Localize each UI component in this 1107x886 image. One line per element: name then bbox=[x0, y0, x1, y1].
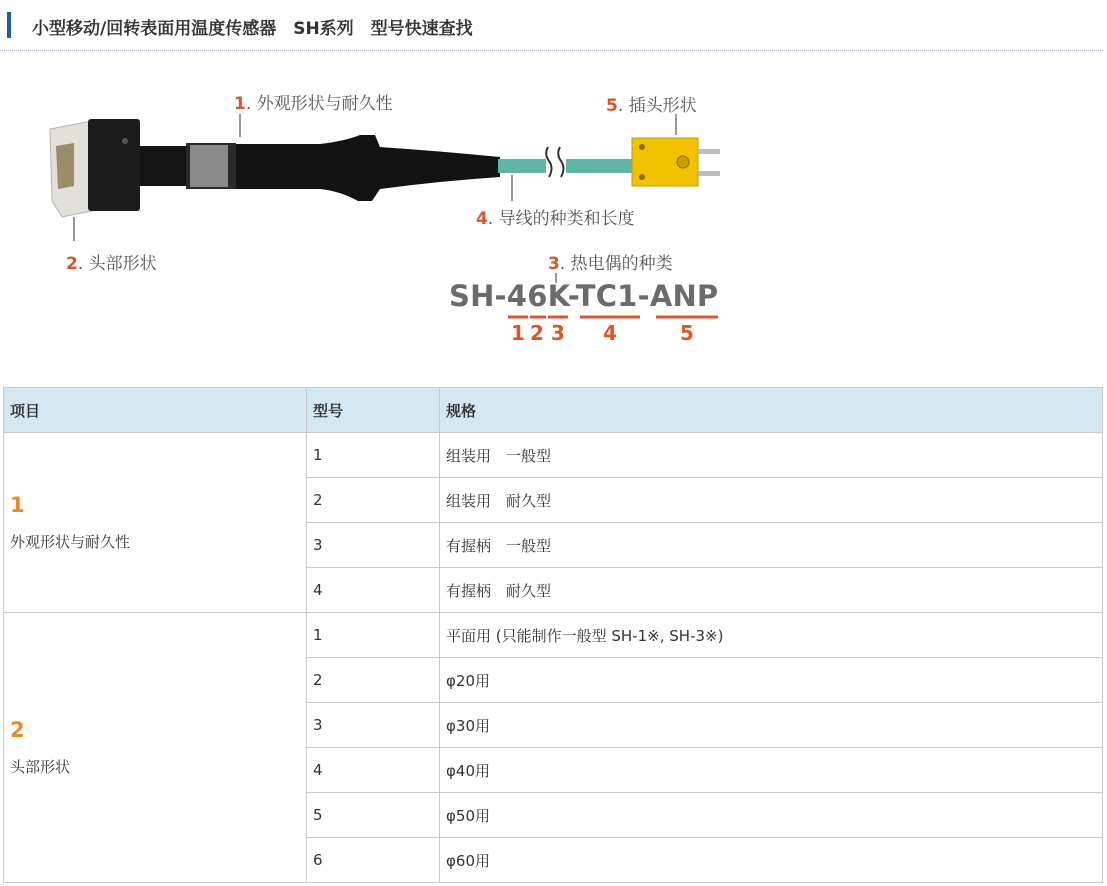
model-code bbox=[449, 279, 718, 313]
model-code-part-5: ANP bbox=[649, 279, 719, 313]
cable-break-mark-2 bbox=[558, 147, 563, 177]
model-code-dash-2: - bbox=[637, 279, 650, 313]
spec-cell: 有握柄 一般型 bbox=[440, 523, 1103, 568]
callout-num-5: 5 bbox=[606, 96, 618, 116]
model-cell: 4 bbox=[307, 568, 440, 613]
group-label-1: 外观形状与耐久性 bbox=[10, 533, 131, 551]
callout-4 bbox=[476, 204, 635, 229]
sensor-cable-left bbox=[498, 159, 546, 173]
code-index-5: 5 bbox=[680, 321, 694, 345]
model-cell: 3 bbox=[307, 523, 440, 568]
sensor-head-block bbox=[88, 119, 140, 211]
spec-cell: φ20用 bbox=[440, 658, 1103, 703]
connector-pin-1 bbox=[698, 149, 720, 154]
model-cell: 4 bbox=[307, 748, 440, 793]
model-cell: 1 bbox=[307, 613, 440, 658]
header-accent-bar bbox=[7, 12, 11, 38]
cable-break-mark-1 bbox=[546, 147, 551, 177]
connector-hole bbox=[677, 156, 689, 168]
connector-screw-1 bbox=[639, 144, 645, 150]
callout-text-2: . 头部形状 bbox=[77, 254, 157, 274]
sensor-label bbox=[190, 145, 228, 187]
spec-cell: 平面用 (只能制作一般型 SH-1※, SH-3※) bbox=[440, 613, 1103, 658]
model-cell: 3 bbox=[307, 703, 440, 748]
model-code-part-3: K bbox=[547, 279, 568, 313]
code-index-1: 1 bbox=[511, 321, 525, 345]
header-item: 项目 bbox=[4, 388, 307, 433]
table-row bbox=[4, 613, 1103, 658]
header-spec: 规格 bbox=[440, 388, 1103, 433]
callout-text-1: . 外观形状与耐久性 bbox=[245, 94, 393, 114]
callout-num-4: 4 bbox=[476, 209, 488, 229]
spec-cell: φ50用 bbox=[440, 793, 1103, 838]
sensor-head-face bbox=[56, 143, 74, 189]
model-code-part-1: 4 bbox=[506, 279, 528, 313]
model-code-prefix: SH- bbox=[449, 279, 507, 313]
page-title: 小型移动/回转表面用温度传感器 SH系列 型号快速查找 bbox=[32, 19, 473, 39]
model-cell: 2 bbox=[307, 658, 440, 703]
page-header bbox=[0, 0, 1103, 51]
callout-3 bbox=[548, 249, 673, 274]
sensor-cable-right bbox=[566, 159, 636, 173]
model-code-dash-1: - bbox=[567, 279, 576, 313]
connector-screw-2 bbox=[639, 174, 645, 180]
callout-num-3: 3 bbox=[548, 254, 560, 274]
connector-pin-2 bbox=[698, 171, 720, 176]
model-cell: 6 bbox=[307, 838, 440, 883]
callout-num-1: 1 bbox=[234, 94, 246, 114]
spec-cell: 组装用 一般型 bbox=[440, 433, 1103, 478]
group-cell-2 bbox=[4, 613, 307, 883]
callout-num-2: 2 bbox=[66, 254, 78, 274]
code-index-3: 3 bbox=[551, 321, 565, 345]
callout-2 bbox=[66, 249, 157, 274]
spec-cell: 有握柄 耐久型 bbox=[440, 568, 1103, 613]
spec-cell: φ40用 bbox=[440, 748, 1103, 793]
table-row bbox=[4, 433, 1103, 478]
model-code-part-2: 6 bbox=[527, 279, 548, 313]
callout-text-5: . 插头形状 bbox=[617, 96, 697, 116]
callout-text-3: . 热电偶的种类 bbox=[559, 254, 673, 274]
sensor-diagram bbox=[0, 51, 1107, 386]
spec-cell: 组装用 耐久型 bbox=[440, 478, 1103, 523]
sensor-handle bbox=[236, 135, 500, 201]
group-cell-1 bbox=[4, 433, 307, 613]
callout-5 bbox=[606, 91, 697, 116]
spec-cell: φ30用 bbox=[440, 703, 1103, 748]
spec-table bbox=[3, 387, 1103, 883]
header-model: 型号 bbox=[307, 388, 440, 433]
table-header-row bbox=[4, 388, 1103, 433]
code-index-4: 4 bbox=[603, 321, 617, 345]
code-index-2: 2 bbox=[530, 321, 544, 345]
group-num-1: 1 bbox=[10, 493, 25, 517]
model-code-part-4: TC1 bbox=[575, 279, 638, 313]
group-label-2: 头部形状 bbox=[10, 758, 71, 776]
model-cell: 1 bbox=[307, 433, 440, 478]
spec-cell: φ60用 bbox=[440, 838, 1103, 883]
callout-text-4: . 导线的种类和长度 bbox=[487, 209, 635, 229]
group-num-2: 2 bbox=[10, 718, 25, 742]
model-cell: 5 bbox=[307, 793, 440, 838]
callout-1 bbox=[234, 89, 393, 114]
model-cell: 2 bbox=[307, 478, 440, 523]
sensor-head-screw bbox=[122, 138, 128, 144]
